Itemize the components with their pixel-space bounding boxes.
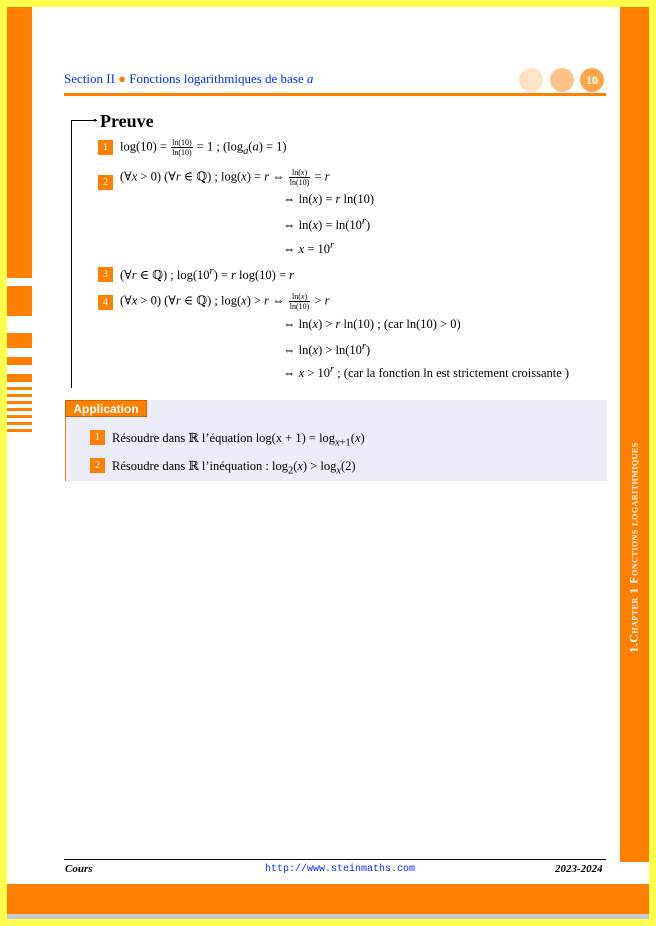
left-stripe <box>7 374 32 382</box>
left-stripe <box>7 401 32 404</box>
left-stripe <box>7 357 32 365</box>
bottom-band <box>7 884 649 914</box>
section-title: Fonctions logarithmiques de base <box>129 71 304 86</box>
proof-item-number: 2 <box>98 175 113 190</box>
section-label: Section II <box>64 71 115 86</box>
proof-bullet: • <box>93 115 97 127</box>
footer-label: Cours <box>65 863 93 875</box>
page-circle-decor <box>550 68 574 92</box>
proof-line: (∀x > 0) (∀r ∈ ℚ) ; log(x) > r ⇔ $\frac{\ln(x)}{\ln(10)}$ > r <box>120 292 330 311</box>
chapter-spine <box>619 307 649 787</box>
application-item-text: Résoudre dans ℝ l’équation log(x + 1) = log <box>112 431 336 445</box>
chapter-spine-label: 1.Chapter 1 Fonctions logarithmiques <box>626 441 641 653</box>
proof-item-number: 1 <box>98 140 113 155</box>
application-item: Résoudre dans ℝ l’inéquation : $\log_2(x) > \log_x(2)$ <box>112 459 356 477</box>
footer-year: 2023-2024 <box>555 863 603 875</box>
proof-line: log(10) = $\frac{\ln(10)}{\ln(10)}$ = 1 ; $(\log_a(a) = 1)$ <box>120 138 287 157</box>
page-circle-decor <box>519 68 543 92</box>
left-stripe <box>7 408 32 411</box>
section-header[interactable] <box>64 71 313 87</box>
page-number: 10 <box>580 68 604 92</box>
proof-line: ⇔ $x > 10^r$ ; (car la fonction ln est strictement croissante ) <box>283 364 570 381</box>
bottom-gray-band <box>7 914 649 919</box>
bullet-dot: ● <box>118 71 127 86</box>
proof-line: ⇔ ln(x) > r ln(10) ; (car ln(10) > 0) <box>283 317 461 331</box>
left-tab-top <box>7 7 32 278</box>
application-item-text: Résoudre dans ℝ l’inéquation : log <box>112 459 288 473</box>
proof-line: (∀x > 0) (∀r ∈ ℚ) ; log(x) = r ⇔ $\frac{\ln(x)}{\ln(10)}$ = r <box>120 168 330 187</box>
left-stripe <box>7 387 32 390</box>
application-title: Application <box>65 400 147 417</box>
proof-line: (∀r ∈ ℚ) ; $\log(10^r) = r$ log(10) = r <box>120 266 295 283</box>
left-tab-3 <box>7 333 32 348</box>
page <box>7 7 649 919</box>
footer-rule <box>64 859 606 860</box>
proof-line: ⇔ $\ln(x) > \ln(10^r)$ <box>283 341 371 358</box>
application-item-number: 2 <box>90 458 105 473</box>
proof-line: ⇔ $\ln(x) = \ln(10^r)$ <box>283 216 371 233</box>
proof-bracket <box>71 120 97 388</box>
proof-line: ⇔ ln(x) = r ln(10) <box>283 192 375 206</box>
left-stripe <box>7 429 32 432</box>
application-item-number: 1 <box>90 430 105 445</box>
footer-url-link[interactable]: http://www.steinmaths.com <box>265 864 416 875</box>
left-stripe <box>7 394 32 397</box>
proof-item-number: 4 <box>98 295 113 310</box>
proof-item-number: 3 <box>98 267 113 282</box>
section-title-var: a <box>306 71 314 86</box>
left-tab-2 <box>7 286 32 316</box>
proof-title: Preuve <box>100 111 154 131</box>
header-rule <box>64 93 606 96</box>
proof-line: ⇔ $x = 10^r$ <box>283 240 335 257</box>
left-stripe <box>7 415 32 418</box>
left-stripe <box>7 422 32 425</box>
application-item: Résoudre dans ℝ l’équation $\log(x + 1) = \log_{x+1}(x)$ <box>112 431 365 449</box>
